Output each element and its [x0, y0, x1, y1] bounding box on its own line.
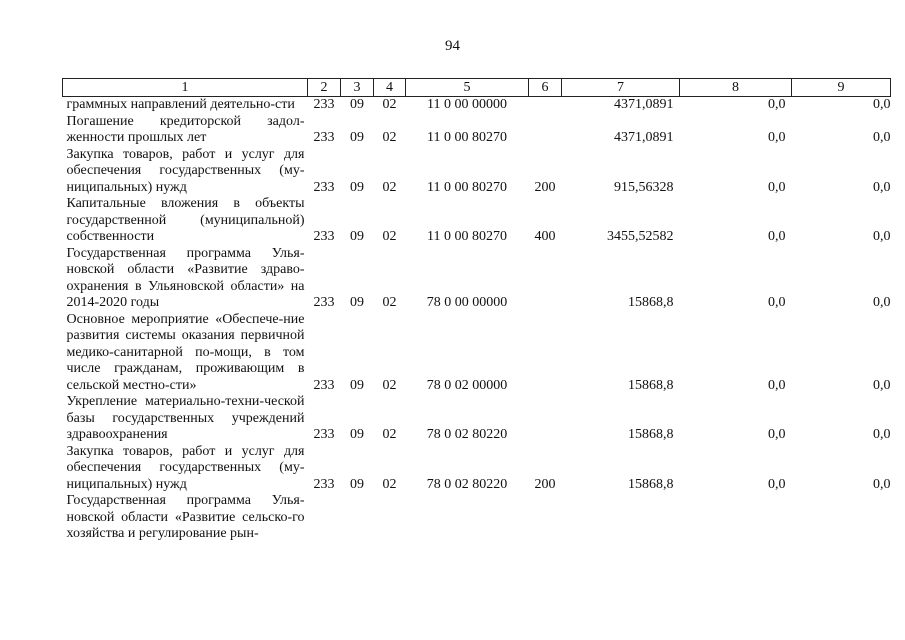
- row-col-5: [406, 493, 529, 543]
- row-col-2: [308, 493, 341, 543]
- row-col-5: 11 0 00 80270: [427, 179, 507, 195]
- row-col-5: 11 0 00 80270: [427, 130, 507, 145]
- row-col-4: 02: [382, 97, 397, 112]
- row-col-3: 09: [350, 427, 364, 442]
- row-col-2: 233: [313, 130, 335, 145]
- row-col-6: [529, 493, 562, 543]
- row-col-9: 0,0: [873, 229, 891, 244]
- row-col-3: 09: [350, 229, 364, 244]
- row-col-4: 02: [382, 179, 397, 195]
- row-col-9: 0,0: [873, 377, 891, 393]
- row-col-6: 200: [534, 179, 556, 195]
- row-col-8: 0,0: [768, 179, 786, 195]
- row-col-2: 233: [313, 97, 335, 112]
- row-col-5: 78 0 02 00000: [426, 377, 508, 393]
- table-row: [63, 246, 891, 312]
- header-col-5: 5: [406, 79, 529, 97]
- table-row: [63, 97, 891, 114]
- row-col-8: [680, 493, 792, 543]
- header-col-3: 3: [341, 79, 374, 97]
- header-col-9: 9: [792, 79, 891, 97]
- row-col-7: 3455,52582: [607, 229, 674, 244]
- row-col-5: 11 0 00 00000: [427, 97, 507, 112]
- row-col-5: 78 0 02 80220: [426, 427, 508, 442]
- row-name: Погашение кредиторской задол-женности прошлых лет: [66, 113, 305, 145]
- row-col-8: 0,0: [768, 476, 786, 492]
- table-row: [63, 312, 891, 395]
- row-col-9: 0,0: [873, 476, 891, 492]
- header-col-8: 8: [680, 79, 792, 97]
- row-col-2: 233: [313, 179, 335, 195]
- header-col-4: 4: [374, 79, 406, 97]
- row-col-8: 0,0: [768, 377, 786, 393]
- header-col-2: 2: [308, 79, 341, 97]
- row-col-4: 02: [382, 427, 397, 442]
- row-name: Закупка товаров, работ и услуг для обеспечения государственных (му-ниципальных) нужд: [66, 443, 305, 492]
- header-col-6: 6: [529, 79, 562, 97]
- row-col-6: [529, 97, 562, 114]
- budget-table: [62, 78, 891, 543]
- row-col-4: [374, 493, 406, 543]
- header-col-7: 7: [562, 79, 680, 97]
- row-col-6: [529, 114, 562, 147]
- row-col-5: 78 0 02 80220: [426, 476, 508, 492]
- row-col-7: 15868,8: [628, 295, 674, 310]
- row-col-9: 0,0: [873, 427, 891, 442]
- row-col-6: 200: [534, 476, 556, 492]
- row-name: Основное мероприятие «Обеспече-ние развития системы оказания первичной медико-санитарной по-мощи, в том числе гражданам, проживающим в сельской местно-сти»: [66, 311, 305, 393]
- row-col-9: 0,0: [873, 130, 891, 145]
- row-col-7: 15868,8: [628, 476, 674, 492]
- row-col-2: 233: [313, 295, 335, 310]
- header-col-1: 1: [63, 79, 308, 97]
- table-row: [63, 444, 891, 494]
- header-row: [63, 79, 891, 97]
- row-col-8: 0,0: [768, 427, 786, 442]
- row-col-9: [792, 493, 891, 543]
- row-col-3: 09: [350, 377, 364, 393]
- row-col-4: 02: [382, 295, 397, 310]
- row-col-3: 09: [350, 179, 364, 195]
- row-col-5: 78 0 00 00000: [426, 295, 508, 310]
- row-col-3: 09: [350, 130, 364, 145]
- row-col-2: 233: [313, 427, 335, 442]
- row-col-8: 0,0: [768, 130, 786, 145]
- row-name: Закупка товаров, работ и услуг для обеспечения государственных (му-ниципальных) нужд: [66, 146, 305, 195]
- page-number: 94: [445, 38, 460, 54]
- row-name: Капитальные вложения в объекты государственной (муниципальной) собственности: [66, 196, 305, 244]
- row-col-6: [529, 246, 562, 312]
- row-col-6: [529, 312, 562, 395]
- table-row: [63, 493, 891, 543]
- row-col-7: 15868,8: [628, 427, 674, 442]
- row-col-2: 233: [313, 377, 335, 393]
- row-col-7: 4371,0891: [614, 97, 674, 112]
- row-col-9: 0,0: [873, 97, 891, 112]
- row-col-2: 233: [313, 229, 335, 244]
- row-col-9: 0,0: [873, 295, 891, 310]
- row-col-9: 0,0: [873, 179, 891, 195]
- row-col-8: 0,0: [768, 97, 786, 112]
- row-col-8: 0,0: [768, 229, 786, 244]
- row-col-5: 11 0 00 80270: [427, 229, 507, 244]
- row-name: Государственная программа Улья-новской области «Развитие сельско-го хозяйства и регулирование рын-: [66, 493, 305, 541]
- row-col-3: 09: [350, 476, 364, 492]
- row-col-7: 15868,8: [628, 377, 674, 393]
- row-col-4: 02: [382, 229, 397, 244]
- row-col-4: 02: [382, 130, 397, 145]
- table-row: [63, 147, 891, 197]
- row-col-8: 0,0: [768, 295, 786, 310]
- row-col-7: 4371,0891: [614, 130, 674, 145]
- row-col-3: 09: [350, 97, 364, 112]
- row-col-6: [529, 394, 562, 444]
- row-col-3: 09: [350, 295, 364, 310]
- row-col-4: 02: [382, 476, 397, 492]
- row-col-3: [341, 493, 374, 543]
- table-row: [63, 394, 891, 444]
- row-col-2: 233: [313, 476, 335, 492]
- row-name: Укрепление материально-техни-ческой базы государственных учреждений здравоохранения: [66, 394, 305, 442]
- row-name: граммных направлений деятельно-сти: [66, 97, 295, 112]
- row-col-6: 400: [534, 229, 556, 244]
- row-col-4: 02: [382, 377, 397, 393]
- row-name: Государственная программа Улья-новской области «Развитие здраво-охранения в Ульяновской области» на 2014-2020 годы: [66, 245, 305, 310]
- table-row: [63, 114, 891, 147]
- row-col-7: 915,56328: [614, 179, 674, 195]
- table-row: [63, 196, 891, 246]
- row-col-7: [562, 493, 680, 543]
